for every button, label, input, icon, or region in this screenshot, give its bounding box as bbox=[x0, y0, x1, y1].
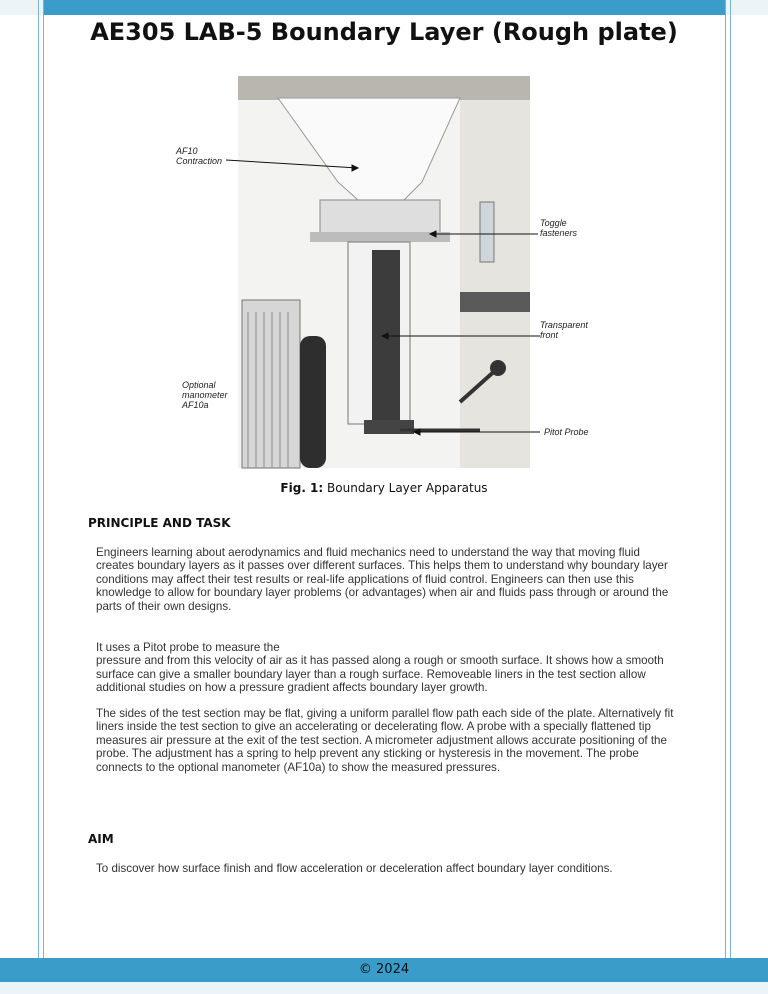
paragraph-1: Engineers learning about aerodynamics and fluid mechanics need to understand the way that moving fluid creates boundary layers as it passes over different surfaces. This helps them to understand why boundary layer conditions may affect their test results or real-life applications of fluid control. Engineers can then use this knowledge to allow for boundary layer problems (or advantages) when air and fluids pass through or around the parts of their own designs. bbox=[96, 546, 669, 613]
right-border-line-inner bbox=[725, 0, 726, 960]
caption-label: Fig. 1: bbox=[280, 481, 324, 495]
label-transparent-1: Transparent bbox=[540, 320, 588, 330]
label-manometer-2: manometer bbox=[182, 390, 228, 400]
aim-text: To discover how surface finish and flow acceleration or deceleration affect boundary layer conditions. bbox=[96, 862, 613, 875]
page-title: AE305 LAB-5 Boundary Layer (Rough plate) bbox=[90, 18, 678, 46]
left-border-line bbox=[38, 0, 39, 960]
footer-copyright: © 2024 bbox=[358, 962, 410, 977]
label-contraction-1: AF10 bbox=[176, 146, 198, 156]
flowmeter bbox=[480, 202, 494, 262]
header-band bbox=[0, 0, 768, 15]
header-corner-left bbox=[0, 0, 43, 15]
aim-heading: AIM bbox=[88, 832, 114, 846]
header-corner-right bbox=[725, 0, 768, 15]
paragraph-2-line-1: It uses a Pitot probe to measure the bbox=[96, 641, 280, 654]
paragraph-2-rest: pressure and from this velocity of air as it has passed along a rough or smooth surface. It shows how a smooth surface can give a smaller boundary layer than a rough surface. Removeable liners in the test section allow additional studies on how a pressure gradient affects boundary layer growth. bbox=[96, 654, 664, 695]
label-transparent-2: front bbox=[540, 330, 559, 340]
label-pitot: Pitot Probe bbox=[544, 427, 589, 437]
left-border-line-inner bbox=[43, 0, 44, 960]
principle-heading: PRINCIPLE AND TASK bbox=[88, 516, 231, 530]
right-border-line bbox=[730, 0, 731, 960]
probe-mount bbox=[364, 420, 414, 434]
manometer-body bbox=[242, 300, 300, 468]
footer-band-light bbox=[0, 982, 768, 994]
label-toggle-1: Toggle bbox=[540, 218, 567, 228]
caption-text: Boundary Layer Apparatus bbox=[323, 481, 488, 495]
label-manometer-3: AF10a bbox=[182, 400, 209, 410]
label-toggle-2: fasteners bbox=[540, 228, 578, 238]
paragraph-2 bbox=[96, 641, 678, 695]
figure-caption bbox=[0, 481, 768, 495]
paragraph-3: The sides of the test section may be flat, giving a uniform parallel flow path each side of the plate. Alternatively fit liners inside the test section to give an accelerating or decelerating flow. A probe with a specially flattened tip measures air pressure at the exit of the test section. A micrometer adjustment allows accurate positioning of the probe. The adjustment has a spring to help prevent any sticking or hysteresis in the movement. The probe connects to the optional manometer (AF10a) to show the measured pressures. bbox=[96, 707, 674, 774]
manometer-stand bbox=[300, 336, 326, 468]
label-manometer-1: Optional bbox=[182, 380, 216, 390]
panel-slot bbox=[460, 292, 530, 312]
label-contraction-2: Contraction bbox=[176, 156, 223, 166]
flange bbox=[310, 232, 450, 242]
top-frame bbox=[238, 76, 530, 100]
apparatus-figure bbox=[160, 72, 620, 472]
right-panel bbox=[460, 100, 530, 468]
